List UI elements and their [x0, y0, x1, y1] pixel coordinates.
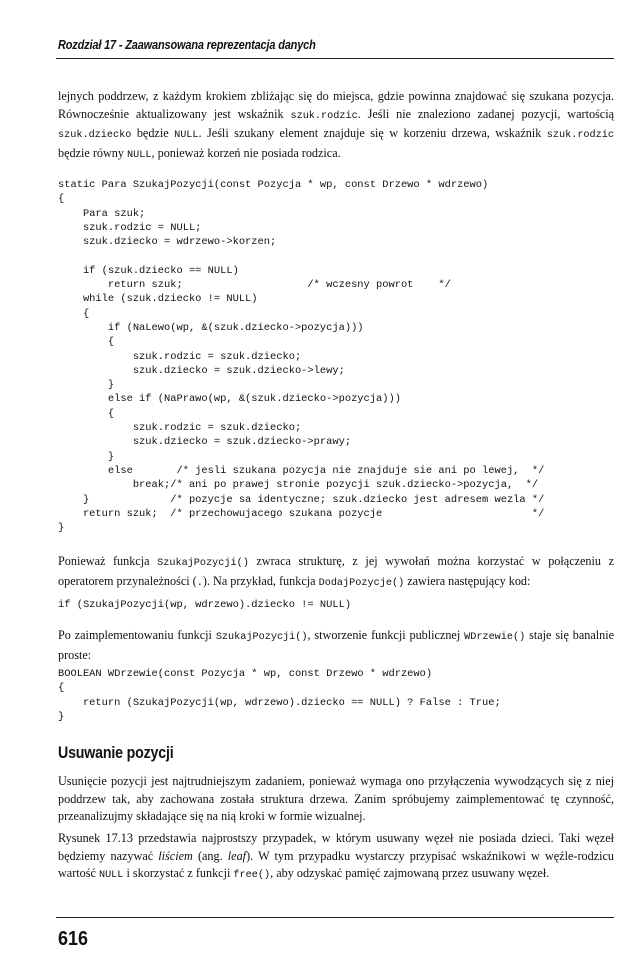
text-run: . Jeśli szukany element znajduje się w korzeniu drzewa, wskaźnik: [198, 126, 547, 140]
inline-code: NULL: [174, 130, 199, 141]
text-run: zawiera następujący kod:: [404, 573, 531, 588]
text-run: będzie równy: [58, 145, 128, 160]
inline-code: szuk.dziecko: [58, 130, 132, 141]
text-run: i skorzystać z funkcji: [123, 866, 234, 880]
inline-code: DodajPozycje(): [318, 577, 405, 589]
text-run: , ponieważ korzeń nie posiada rodzica.: [151, 145, 341, 160]
inline-code: szuk.rodzic: [546, 130, 614, 141]
italic-term: leaf: [227, 848, 247, 863]
paragraph-search-description: [58, 88, 614, 164]
text-run: Usunięcie pozycji jest najtrudniejszym zadaniem, ponieważ wymaga ono przyłączenia wywodzących się z niej poddrzew tak, aby zachowana została struktura drzewa. Zanim spróbujemy zaimplementować tę czynność, przeanalizujmy składające się na nią kroki w formie wizualnej.: [58, 774, 614, 823]
code-snippet-if: if (SzukajPozycji(wp, wdrzewo).dziecko != NULL): [58, 599, 352, 611]
text-run: będzie: [131, 126, 175, 140]
text-run: (ang.: [192, 848, 228, 863]
text-run: . Jeśli nie znaleziono zadanej pozycji, wartością: [357, 106, 614, 121]
inline-code: WDrzewie(): [464, 632, 526, 643]
italic-term: liściem: [158, 848, 193, 863]
inline-code: szuk.rodzic: [290, 110, 358, 122]
paragraph-leaf-case: [58, 830, 614, 885]
inline-code: free(): [233, 870, 271, 881]
code-listing-wdrzewie: BOOLEAN WDrzewie(const Pozycja * wp, const Drzewo * wdrzewo) { return (SzukajPozycji(wp, wdrzewo).dziecko == NULL) ? False : True; }: [58, 668, 501, 723]
running-header: Rozdział 17 - Zaawansowana reprezentacja danych: [58, 38, 316, 52]
paragraph-operator-usage: [58, 553, 614, 592]
inline-code: .: [196, 577, 203, 589]
text-run: Ponieważ funkcja: [58, 554, 158, 568]
text-run: ). W tym przypadku wystarczy przypisać wskaźnikowi w węźle-rodzicu wartość: [58, 848, 614, 880]
page-number: 616: [58, 928, 89, 950]
code-listing-szukajpozycji: static Para SzukajPozycji(const Pozycja * wp, const Drzewo * wdrzewo) { Para szuk; szuk.rodzic = NULL; szuk.dziecko = wdrzewo->korzen; if (szuk.dziecko == NULL) return szuk; /* wczesny powrot */ while (szuk.dziecko != NULL) { if (NaLewo(wp, &(szuk.dziecko->pozycja))) { szuk.rodzic = szuk.dziecko; szuk.dziecko = szuk.dziecko->lewy; } else if (NaPrawo(wp, &(szuk.dziecko->pozycja))) { szuk.rodzic = szuk.dziecko; szuk.dziecko = szuk.dziecko->prawy; } else /* jesli szukana pozycja nie znajduje sie ani po lewej, */ break;/* ani po prawej stronie pozycji szuk.dziecko->pozycja, */ } /* pozycje sa identyczne; szuk.dziecko jest adresem wezla */ return szuk; /* przechowujacego szukana pozycje */ }: [58, 179, 545, 535]
section-heading: Usuwanie pozycji: [58, 744, 174, 762]
footer-rule: [56, 917, 614, 918]
text-run: , stworzenie funkcji publicznej: [307, 628, 465, 642]
text-run: lejnych poddrzew, z każdym krokiem zbliżając się do miejsca, gdzie powinna znajdować się szukana pozycja. Równocześnie aktualizowany jest wskaźnik: [58, 89, 614, 121]
header-rule: [56, 58, 614, 59]
text-run: , aby odzyskać pamięć zajmowaną przez usuwany węzeł.: [270, 866, 550, 880]
inline-code: NULL: [98, 870, 124, 881]
paragraph-removal-intro: [58, 773, 614, 826]
text-run: ). Na przykład, funkcja: [202, 573, 319, 588]
text-run: Po zaimplementowaniu funkcji: [58, 628, 216, 642]
inline-code: NULL: [127, 149, 152, 161]
text-run: staje się banalnie proste:: [58, 628, 615, 662]
text-run: Rysunek 17.13 przedstawia najprostszy przypadek, w którym usuwany węzeł nie posiada dzieci. Taki węzeł będziemy nazywać: [58, 831, 614, 863]
inline-code: SzukajPozycji(): [215, 632, 308, 643]
text-run: zwraca strukturę, z jej wywołań można korzystać w połączeniu z operatorem przynależności (: [58, 554, 614, 588]
paragraph-wdrzewie: [58, 627, 614, 664]
inline-code: SzukajPozycji(): [157, 558, 249, 569]
